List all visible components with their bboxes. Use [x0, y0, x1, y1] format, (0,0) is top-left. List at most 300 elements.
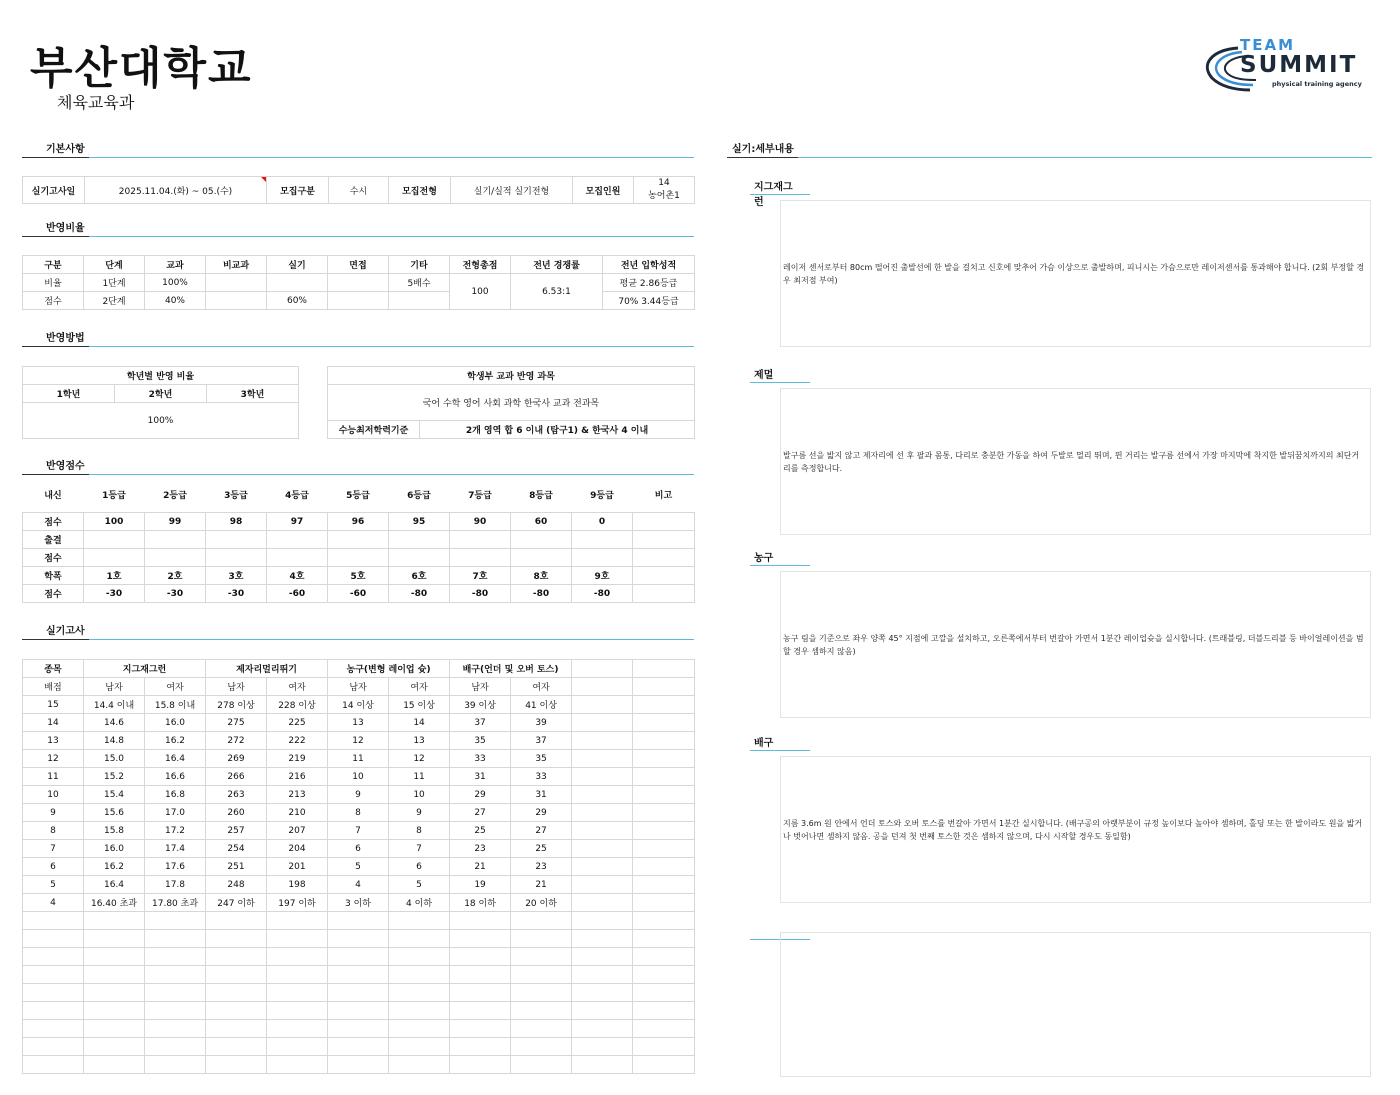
logo-team-text: TEAM [1240, 36, 1296, 54]
ratio-cell: 5배수 [389, 274, 450, 292]
exam-empty-cell [145, 984, 206, 1002]
exam-cell [633, 858, 695, 876]
score-cell [511, 531, 572, 549]
exam-cell: 15.4 [84, 786, 145, 804]
detail-text: 발구름 선을 밟지 않고 제자리에 선 후 팔과 몸통, 다리로 충분한 가동을 하여 두발로 멀리 뛰며, 뛴 거리는 발구름 선에서 가장 마지막에 착지한 발뒤꿈치까지의 최단거리를 측정합니다. [780, 388, 1371, 535]
exam-empty-cell [511, 930, 572, 948]
quota-value: 14 농어촌1 [634, 177, 695, 204]
exam-row [23, 768, 695, 786]
exam-sub-header: 여자 [389, 678, 450, 696]
section-ratio-label: 반영비율 [22, 219, 89, 237]
score-header: 비고 [654, 491, 673, 501]
ratio-prev-grade-1: 평균 2.86등급 [603, 274, 695, 292]
exam-empty-cell [450, 1056, 511, 1074]
detail-title: 지그재그런 [750, 178, 810, 195]
type-value: 실기/실적 실기전형 [451, 177, 573, 204]
exam-empty-cell [328, 912, 389, 930]
score-cell: 5호 [328, 567, 389, 585]
grade-ratio-title: 학년별 반영 비율 [23, 367, 299, 385]
score-cell [633, 567, 695, 585]
exam-empty-cell [267, 948, 328, 966]
score-cell [633, 513, 695, 531]
score-cell: -80 [450, 585, 511, 603]
grade-ratio-table [22, 366, 299, 439]
score-cell: 2호 [145, 567, 206, 585]
score-cell [450, 531, 511, 549]
exam-empty-cell [572, 912, 633, 930]
score-cell: 6호 [389, 567, 450, 585]
ratio-prev-grade-2: 70% 3.44등급 [603, 292, 695, 310]
exam-cell: 12 [389, 750, 450, 768]
exam-empty-cell [206, 948, 267, 966]
exam-empty-cell [84, 930, 145, 948]
exam-sub-header: 남자 [84, 678, 145, 696]
exam-cell: 17.80 초과 [145, 894, 206, 912]
score-header: 4등급 [285, 491, 309, 501]
ratio-header: 면접 [328, 256, 389, 274]
exam-points: 9 [23, 804, 84, 822]
logo-tagline: physical training agency [1272, 80, 1362, 88]
exam-cell: 39 이상 [450, 696, 511, 714]
exam-cell: 16.2 [84, 858, 145, 876]
exam-points: 13 [23, 732, 84, 750]
score-cell: -30 [206, 585, 267, 603]
score-cell [633, 585, 695, 603]
exam-cell: 41 이상 [511, 696, 572, 714]
exam-cell: 13 [389, 732, 450, 750]
exam-sub-header: 남자 [328, 678, 389, 696]
exam-empty-cell [23, 1020, 84, 1038]
section-method-label: 반영방법 [22, 329, 89, 347]
exam-empty-cell [145, 1056, 206, 1074]
exam-cell: 17.4 [145, 840, 206, 858]
detail-title: 농구 [750, 549, 810, 566]
exam-empty-cell [267, 912, 328, 930]
exam-cell: 15 이상 [389, 696, 450, 714]
exam-cell: 12 [328, 732, 389, 750]
exam-row [23, 732, 695, 750]
ratio-total: 100 [450, 274, 511, 310]
score-cell [450, 549, 511, 567]
exam-empty-cell [267, 930, 328, 948]
exam-row [23, 804, 695, 822]
exam-empty-cell [145, 1002, 206, 1020]
exam-cell: 15.6 [84, 804, 145, 822]
exam-cell: 201 [267, 858, 328, 876]
exam-cell: 225 [267, 714, 328, 732]
score-row-label: 점수 [23, 585, 84, 603]
exam-date: 2025.11.04.(화) ~ 05.(수) [85, 177, 267, 204]
exam-empty-cell [389, 1038, 450, 1056]
subject-table [327, 366, 695, 439]
exam-cell: 278 이상 [206, 696, 267, 714]
score-cell: 8호 [511, 567, 572, 585]
score-cell [206, 531, 267, 549]
score-cell: -30 [145, 585, 206, 603]
score-cell [145, 531, 206, 549]
score-body [23, 513, 695, 603]
score-header: 5등급 [346, 491, 370, 501]
score-cell: 98 [206, 513, 267, 531]
score-cell [84, 531, 145, 549]
ratio-header: 전년 경쟁률 [511, 256, 603, 274]
score-cell: 0 [572, 513, 633, 531]
exam-empty-cell [572, 1038, 633, 1056]
detail-title: 제멀 [750, 366, 810, 383]
section-exam-label: 실기고사 [22, 622, 89, 640]
exam-cell [572, 714, 633, 732]
exam-empty-cell [511, 1038, 572, 1056]
ratio-header: 전형총점 [450, 256, 511, 274]
ratio-cell: 1단계 [84, 274, 145, 292]
exam-cell: 16.0 [145, 714, 206, 732]
exam-cell: 16.6 [145, 768, 206, 786]
exam-empty-cell [389, 912, 450, 930]
exam-cell: 219 [267, 750, 328, 768]
ratio-competition: 6.53:1 [511, 274, 603, 310]
exam-empty-cell [206, 912, 267, 930]
type-label: 모집전형 [389, 177, 451, 204]
exam-empty-row [23, 966, 695, 984]
exam-empty-cell [450, 948, 511, 966]
exam-empty-cell [84, 966, 145, 984]
exam-empty-cell [23, 912, 84, 930]
exam-cell: 5 [389, 876, 450, 894]
exam-date-label: 실기고사일 [23, 177, 85, 204]
ratio-header: 단계 [84, 256, 145, 274]
exam-cell: 17.2 [145, 822, 206, 840]
ratio-cell: 2단계 [84, 292, 145, 310]
exam-cell: 31 [511, 786, 572, 804]
ratio-cell: 점수 [23, 292, 84, 310]
exam-empty-cell [389, 948, 450, 966]
exam-cell: 9 [389, 804, 450, 822]
exam-empty-cell [511, 966, 572, 984]
score-cell: -80 [572, 585, 633, 603]
exam-empty-row [23, 948, 695, 966]
min-standard-value: 2개 영역 합 6 이내 (탐구1) & 한국사 4 이내 [420, 421, 695, 439]
exam-empty-cell [633, 948, 695, 966]
exam-empty-cell [511, 984, 572, 1002]
exam-cell: 275 [206, 714, 267, 732]
exam-points: 12 [23, 750, 84, 768]
exam-cell: 4 [328, 876, 389, 894]
exam-empty-cell [572, 948, 633, 966]
score-cell: 4호 [267, 567, 328, 585]
score-header: 9등급 [590, 491, 614, 501]
exam-cell [572, 768, 633, 786]
grade-1-label: 1학년 [23, 385, 115, 403]
exam-empty-cell [206, 966, 267, 984]
exam-empty-row [23, 1020, 695, 1038]
score-row [23, 585, 695, 603]
exam-cell: 14.8 [84, 732, 145, 750]
exam-event-volleyball: 배구(언더 및 오버 토스) [450, 660, 572, 678]
score-row [23, 549, 695, 567]
exam-empty-cell [389, 984, 450, 1002]
exam-cell [633, 804, 695, 822]
exam-empty-cell [511, 1020, 572, 1038]
score-cell: 1호 [84, 567, 145, 585]
exam-cell: 197 이하 [267, 894, 328, 912]
exam-empty-cell [450, 1002, 511, 1020]
logo-summit-text: SUMMIT [1240, 52, 1358, 78]
exam-cell: 16.4 [84, 876, 145, 894]
exam-cell: 228 이상 [267, 696, 328, 714]
exam-empty-cell [450, 930, 511, 948]
ratio-cell: 비율 [23, 274, 84, 292]
detail-text: 농구 림을 기준으로 좌우 양쪽 45° 지점에 고깔을 설치하고, 오른쪽에서부터 번갈아 가면서 1분간 레이업슛을 실시합니다. (트래블링, 더블드리블 등 바이얼레이션을 범할 경우 셈하지 않음) [780, 571, 1371, 718]
exam-cell: 37 [511, 732, 572, 750]
ratio-cell: 100% [145, 274, 206, 292]
score-row-label: 점수 [23, 513, 84, 531]
section-score [22, 459, 694, 475]
exam-empty-cell [145, 930, 206, 948]
exam-empty-cell [267, 984, 328, 1002]
exam-row [23, 696, 695, 714]
exam-empty-cell [23, 948, 84, 966]
exam-empty [572, 660, 633, 678]
ratio-cell [206, 292, 267, 310]
exam-cell: 16.8 [145, 786, 206, 804]
exam-sub-header [633, 678, 695, 696]
exam-empty-cell [633, 930, 695, 948]
exam-empty-cell [511, 1056, 572, 1074]
exam-empty-cell [267, 1056, 328, 1074]
exam-empty-cell [450, 1020, 511, 1038]
score-cell: 60 [511, 513, 572, 531]
score-row-label: 점수 [23, 549, 84, 567]
subject-list: 국어 수학 영어 사회 과학 한국사 교과 전과목 [328, 385, 695, 421]
exam-points: 11 [23, 768, 84, 786]
exam-empty-cell [84, 1020, 145, 1038]
exam-row [23, 822, 695, 840]
exam-event-zigzag: 지그재그런 [84, 660, 206, 678]
exam-cell: 207 [267, 822, 328, 840]
score-cell: -60 [328, 585, 389, 603]
exam-cell: 14.6 [84, 714, 145, 732]
exam-empty-cell [23, 1056, 84, 1074]
exam-empty-cell [84, 1038, 145, 1056]
exam-cell: 14 [389, 714, 450, 732]
exam-cell: 21 [511, 876, 572, 894]
exam-points: 10 [23, 786, 84, 804]
score-cell [633, 549, 695, 567]
exam-sub-header: 여자 [145, 678, 206, 696]
score-header: 2등급 [163, 491, 187, 501]
exam-row [23, 876, 695, 894]
exam-empty [633, 660, 695, 678]
exam-row [23, 750, 695, 768]
exam-empty-cell [328, 966, 389, 984]
exam-points: 8 [23, 822, 84, 840]
exam-gender-row [23, 678, 695, 696]
exam-empty-cell [633, 1038, 695, 1056]
ratio-header: 전년 입학성적 [603, 256, 695, 274]
exam-empty-cell [145, 1020, 206, 1038]
exam-cell: 10 [389, 786, 450, 804]
min-standard-label: 수능최저학력기준 [328, 421, 420, 439]
exam-empty-cell [23, 966, 84, 984]
exam-empty-cell [145, 912, 206, 930]
exam-cell [572, 786, 633, 804]
score-cell [572, 531, 633, 549]
exam-points: 15 [23, 696, 84, 714]
exam-empty-cell [572, 930, 633, 948]
exam-cell: 257 [206, 822, 267, 840]
exam-cell: 247 이하 [206, 894, 267, 912]
score-header: 3등급 [224, 491, 248, 501]
score-cell [267, 531, 328, 549]
exam-cell [633, 768, 695, 786]
section-detail-label: 실기:세부내용 [727, 140, 798, 158]
score-header: 6등급 [407, 491, 431, 501]
exam-cell: 29 [450, 786, 511, 804]
score-cell: -80 [389, 585, 450, 603]
exam-empty-row [23, 1056, 695, 1074]
score-cell: 3호 [206, 567, 267, 585]
exam-empty-cell [145, 1038, 206, 1056]
category-value: 수시 [329, 177, 389, 204]
comment-marker [261, 177, 266, 182]
exam-cell: 17.8 [145, 876, 206, 894]
exam-cell: 11 [389, 768, 450, 786]
exam-empty-cell [389, 1056, 450, 1074]
exam-cell: 13 [328, 714, 389, 732]
exam-cell: 17.6 [145, 858, 206, 876]
exam-empty-cell [206, 1056, 267, 1074]
score-header: 7등급 [468, 491, 492, 501]
exam-empty-cell [145, 948, 206, 966]
exam-cell: 14.4 이내 [84, 696, 145, 714]
exam-empty-cell [23, 930, 84, 948]
exam-empty-cell [267, 966, 328, 984]
exam-cell: 27 [511, 822, 572, 840]
exam-empty-row [23, 930, 695, 948]
exam-empty-cell [23, 1038, 84, 1056]
exam-empty-row [23, 1002, 695, 1020]
exam-cell: 269 [206, 750, 267, 768]
score-row [23, 513, 695, 531]
score-cell [572, 549, 633, 567]
exam-cell: 23 [450, 840, 511, 858]
exam-event-basketball: 농구(변형 레이업 슛) [328, 660, 450, 678]
score-cell [84, 549, 145, 567]
exam-cell: 204 [267, 840, 328, 858]
exam-empty-cell [84, 1002, 145, 1020]
department-title: 체육교육과 [57, 93, 135, 112]
score-header: 8등급 [529, 491, 553, 501]
exam-sub-header [572, 678, 633, 696]
exam-sub-header: 여자 [511, 678, 572, 696]
category-label: 모집구분 [267, 177, 329, 204]
exam-empty-cell [84, 1056, 145, 1074]
exam-cell [633, 732, 695, 750]
exam-cell: 17.0 [145, 804, 206, 822]
ratio-header: 교과 [145, 256, 206, 274]
exam-empty-cell [633, 1002, 695, 1020]
exam-empty-cell [23, 984, 84, 1002]
exam-points: 6 [23, 858, 84, 876]
section-basic [22, 142, 694, 158]
exam-cell [633, 876, 695, 894]
detail-text: 지름 3.6m 원 안에서 언더 토스와 오버 토스를 번갈아 가면서 1분간 실시합니다. (배구공의 아랫부분이 규정 높이보다 높아야 셈하며, 홀딩 또는 한 발이라도 원을 밟거나 벗어나면 셈하지 않음. 공을 던져 첫 번째 토스한 것은 셈하지 않으며, 다시 시작할 경우도 동일함) [780, 756, 1371, 903]
exam-cell: 6 [328, 840, 389, 858]
exam-cell [572, 840, 633, 858]
exam-cell: 35 [511, 750, 572, 768]
exam-cell: 15.0 [84, 750, 145, 768]
exam-empty-cell [572, 1056, 633, 1074]
ratio-header: 비교과 [206, 256, 267, 274]
exam-points: 7 [23, 840, 84, 858]
exam-empty-cell [511, 948, 572, 966]
score-header: 내신 [44, 491, 62, 501]
score-cell [389, 549, 450, 567]
exam-cell: 16.4 [145, 750, 206, 768]
score-cell: -60 [267, 585, 328, 603]
exam-cell: 248 [206, 876, 267, 894]
exam-event-long-jump: 제자리멀리뛰기 [206, 660, 328, 678]
exam-cell: 33 [450, 750, 511, 768]
score-cell: -80 [511, 585, 572, 603]
detail-text [780, 932, 1371, 1077]
exam-empty-cell [511, 912, 572, 930]
section-ratio [22, 221, 694, 237]
detail-text: 레이저 센서로부터 80cm 떨어진 출발선에 한 발을 걸치고 신호에 맞추어 가슴 이상으로 출발하며, 피니시는 가슴으로만 레이저센서를 통과해야 합니다. (2회 부정할 경우 최저점 부여) [780, 200, 1371, 347]
score-cell [328, 531, 389, 549]
exam-empty-cell [84, 948, 145, 966]
exam-cell: 6 [389, 858, 450, 876]
exam-cell: 15.8 이내 [145, 696, 206, 714]
exam-empty-cell [84, 912, 145, 930]
exam-empty-cell [206, 1038, 267, 1056]
exam-empty-cell [84, 984, 145, 1002]
exam-cell [633, 714, 695, 732]
score-cell: 7호 [450, 567, 511, 585]
exam-cell [572, 822, 633, 840]
exam-cell: 254 [206, 840, 267, 858]
score-cell: 97 [267, 513, 328, 531]
exam-empty-cell [450, 912, 511, 930]
exam-empty-cell [328, 1038, 389, 1056]
score-cell [633, 531, 695, 549]
exam-cell [572, 858, 633, 876]
section-exam [22, 624, 694, 640]
exam-cell: 263 [206, 786, 267, 804]
score-cell: 99 [145, 513, 206, 531]
grade-3-label: 3학년 [207, 385, 299, 403]
exam-cell [633, 894, 695, 912]
exam-empty-cell [145, 966, 206, 984]
ratio-cell: 60% [267, 292, 328, 310]
exam-cell: 35 [450, 732, 511, 750]
exam-empty-cell [23, 1002, 84, 1020]
exam-cell [633, 786, 695, 804]
exam-cell: 251 [206, 858, 267, 876]
exam-empty-cell [328, 1002, 389, 1020]
ratio-header: 구분 [23, 256, 84, 274]
exam-cell [572, 750, 633, 768]
exam-empty-cell [267, 1002, 328, 1020]
exam-cell [633, 822, 695, 840]
exam-cell: 21 [450, 858, 511, 876]
detail-title: 배구 [750, 734, 810, 751]
exam-cell: 25 [450, 822, 511, 840]
exam-cell: 8 [328, 804, 389, 822]
team-summit-logo [1198, 34, 1383, 100]
exam-cell: 15.2 [84, 768, 145, 786]
exam-cell: 20 이하 [511, 894, 572, 912]
